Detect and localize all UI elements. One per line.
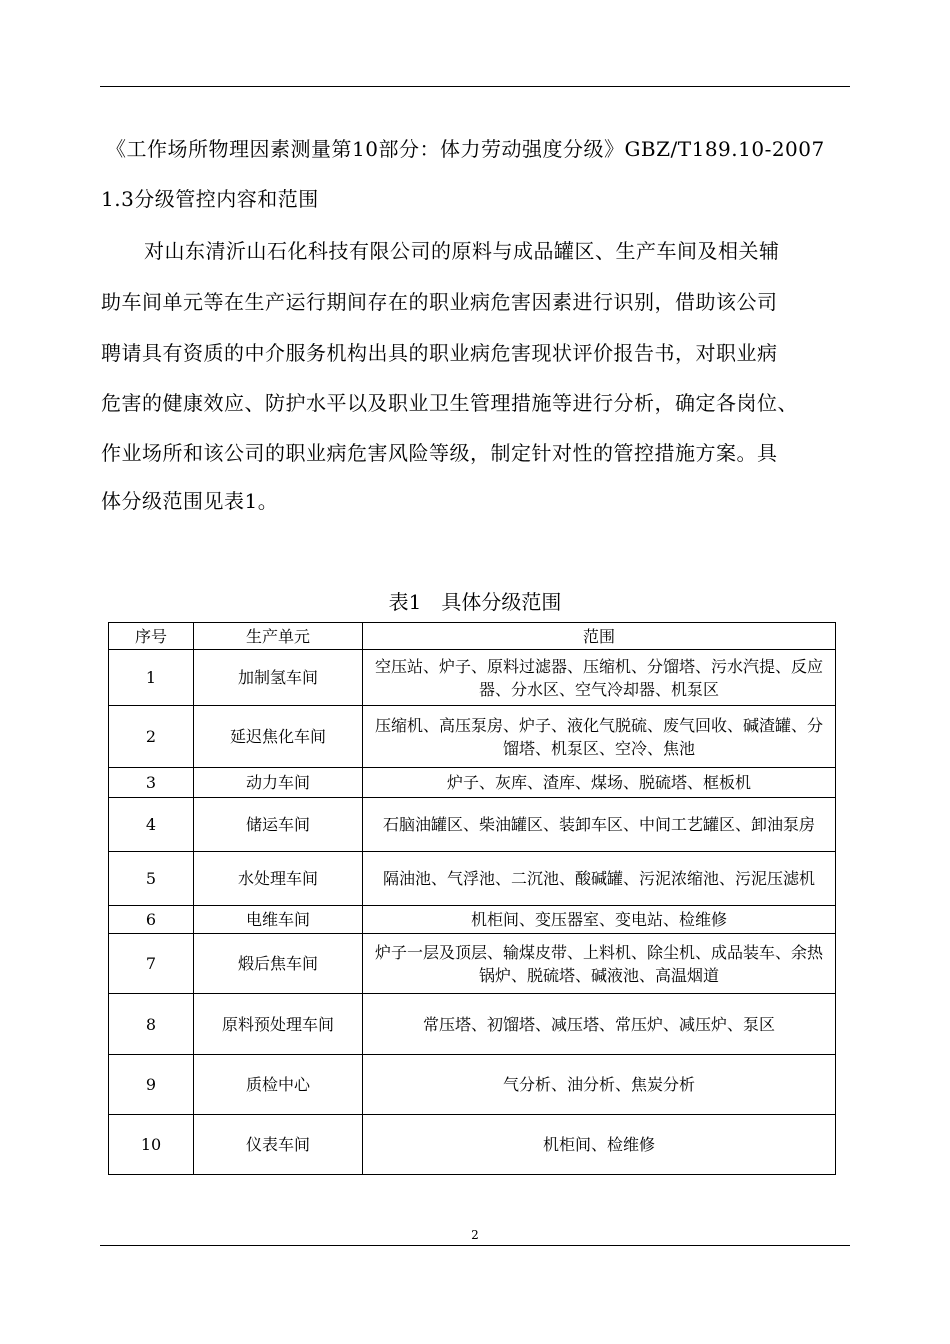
row-unit: 延迟焦化车间 bbox=[194, 706, 363, 768]
row-scope: 炉子、灰库、渣库、煤场、脱硫塔、框板机 bbox=[363, 768, 836, 798]
body-line: 聘请具有资质的中介服务机构出具的职业病危害现状评价报告书，对职业病 bbox=[101, 341, 778, 365]
row-scope: 隔油池、气浮池、二沉池、酸碱罐、污泥浓缩池、污泥压滤机 bbox=[363, 852, 836, 906]
header-rule bbox=[100, 86, 850, 87]
scope-table bbox=[108, 622, 836, 1175]
row-unit: 储运车间 bbox=[194, 798, 363, 852]
row-number: 2 bbox=[109, 706, 194, 768]
header-cell: 范围 bbox=[363, 623, 836, 650]
table-row bbox=[109, 934, 836, 994]
row-unit: 加制氢车间 bbox=[194, 650, 363, 706]
footer-rule bbox=[100, 1245, 850, 1246]
row-number: 3 bbox=[109, 768, 194, 798]
table-row bbox=[109, 768, 836, 798]
page-number: 2 bbox=[471, 1228, 479, 1242]
row-unit: 仪表车间 bbox=[194, 1115, 363, 1175]
row-scope: 压缩机、高压泵房、炉子、液化气脱硫、废气回收、碱渣罐、分馏塔、机泵区、空冷、焦池 bbox=[363, 706, 836, 768]
body-line: 对山东清沂山石化科技有限公司的原料与成品罐区、生产车间及相关辅 bbox=[144, 239, 780, 263]
table-row bbox=[109, 906, 836, 934]
row-scope: 气分析、油分析、焦炭分析 bbox=[363, 1055, 836, 1115]
table-row bbox=[109, 1115, 836, 1175]
row-unit: 质检中心 bbox=[194, 1055, 363, 1115]
row-scope: 炉子一层及顶层、输煤皮带、上料机、除尘机、成品装车、余热锅炉、脱硫塔、碱液池、高温烟道 bbox=[363, 934, 836, 994]
table-header-row bbox=[109, 623, 836, 650]
body-line: 体分级范围见表1。 bbox=[101, 489, 279, 513]
header-cell: 序号 bbox=[109, 623, 194, 650]
row-number: 5 bbox=[109, 852, 194, 906]
row-scope: 常压塔、初馏塔、减压塔、常压炉、减压炉、泵区 bbox=[363, 994, 836, 1055]
table-row bbox=[109, 650, 836, 706]
table-row bbox=[109, 798, 836, 852]
standard-reference: 《工作场所物理因素测量第10部分：体力劳动强度分级》GBZ/T189.10-2007 bbox=[106, 137, 825, 161]
row-unit: 水处理车间 bbox=[194, 852, 363, 906]
row-unit: 电维车间 bbox=[194, 906, 363, 934]
table-row bbox=[109, 994, 836, 1055]
table-row bbox=[109, 852, 836, 906]
body-line: 助车间单元等在生产运行期间存在的职业病危害因素进行识别，借助该公司 bbox=[101, 290, 778, 314]
row-unit: 原料预处理车间 bbox=[194, 994, 363, 1055]
row-scope: 机柜间、变压器室、变电站、检维修 bbox=[363, 906, 836, 934]
body-line: 危害的健康效应、防护水平以及职业卫生管理措施等进行分析，确定各岗位、 bbox=[101, 391, 798, 415]
row-number: 6 bbox=[109, 906, 194, 934]
row-number: 9 bbox=[109, 1055, 194, 1115]
row-scope: 石脑油罐区、柴油罐区、装卸车区、中间工艺罐区、卸油泵房 bbox=[363, 798, 836, 852]
body-line: 作业场所和该公司的职业病危害风险等级，制定针对性的管控措施方案。具 bbox=[101, 441, 778, 465]
row-number: 4 bbox=[109, 798, 194, 852]
row-unit: 动力车间 bbox=[194, 768, 363, 798]
row-number: 7 bbox=[109, 934, 194, 994]
row-scope: 机柜间、检维修 bbox=[363, 1115, 836, 1175]
table-caption: 表1 具体分级范围 bbox=[388, 590, 562, 614]
row-scope: 空压站、炉子、原料过滤器、压缩机、分馏塔、污水汽提、反应器、分水区、空气冷却器、机泵区 bbox=[363, 650, 836, 706]
table-row bbox=[109, 1055, 836, 1115]
row-number: 10 bbox=[109, 1115, 194, 1175]
row-number: 1 bbox=[109, 650, 194, 706]
row-number: 8 bbox=[109, 994, 194, 1055]
header-cell: 生产单元 bbox=[194, 623, 363, 650]
section-heading: 1.3分级管控内容和范围 bbox=[101, 187, 319, 211]
row-unit: 煅后焦车间 bbox=[194, 934, 363, 994]
table-row bbox=[109, 706, 836, 768]
